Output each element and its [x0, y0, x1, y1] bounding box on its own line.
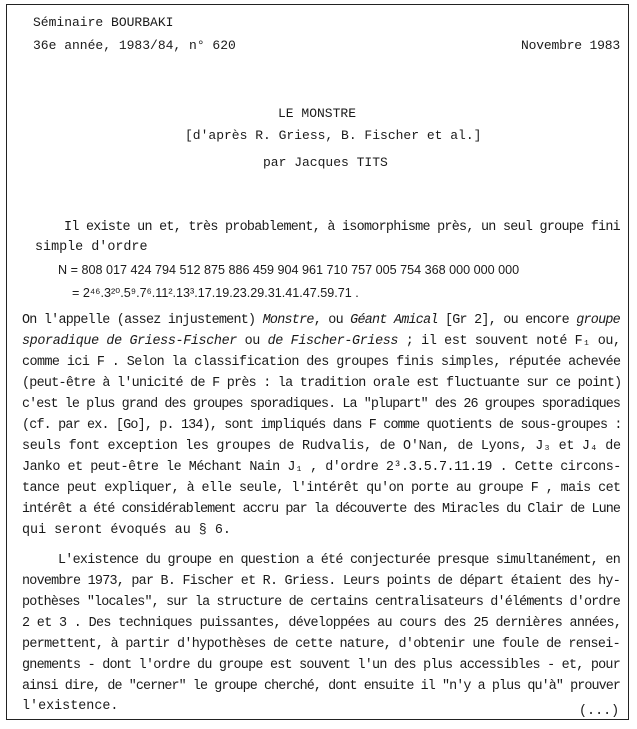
para3-line-4: 2 et 3 . Des techniques puissantes, développées au cours des 25 dernières années, [22, 616, 622, 631]
para2-line-3: comme ici F . Selon la classification des groupes finis simples, réputée achevée [22, 355, 621, 370]
para3-line-6: gnements - dont l'ordre du groupe est souvent l'un des plus accessibles - et, pour [22, 658, 621, 673]
document-title: LE MONSTRE [278, 106, 357, 121]
para1-line-1: Il existe un et, très probablement, à isomorphisme près, un seul groupe fini [64, 220, 620, 235]
order-equation-line-1: N = 808 017 424 794 512 875 886 459 904 961 710 757 005 754 368 000 000 000 [58, 263, 520, 277]
document-date: Novembre 1983 [521, 38, 620, 53]
continuation-mark: (...) [579, 704, 620, 719]
para2-line-8: Janko et peut-être le Méchant Nain J₁ , d'ordre 2³.3.5.7.11.19 . Cette circons- [22, 460, 621, 475]
para2-line-1: On l'appelle (assez injustement) Monstre, ou Géant Amical [Gr 2], ou encore groupe [22, 313, 620, 328]
para1-line-2: simple d'ordre [35, 240, 148, 255]
para2-line-5: c'est le plus grand des groupes sporadiques. La "plupart" des 26 groupes sporadiques [22, 397, 620, 412]
para2-line-10: intérêt a été considérablement accru par la découverte des Miracles du Clair de Lune [22, 502, 620, 517]
para3-line-2: novembre 1973, par B. Fischer et R. Griess. Leurs points de départ étaient des hy- [22, 574, 621, 589]
para2-line-11: qui seront évoqués au § 6. [22, 523, 231, 538]
order-equation-line-2: = 2⁴⁶.3²⁰.5⁹.7⁶.11².13³.17.19.23.29.31.41.47.59.71 . [72, 286, 359, 300]
para3-line-5: permettent, à partir d'hypothèses de cette nature, d'obtenir une foule de rensei- [22, 637, 620, 652]
seminar-name: Séminaire BOURBAKI [33, 15, 174, 30]
para3-line-7: ainsi dire, de "cerner" le groupe cherché, dont ensuite il "n'y a plus qu'à" prouver [22, 679, 620, 694]
para3-line-1: L'existence du groupe en question a été conjecturée presque simultanément, en [58, 553, 620, 568]
para2-line-7: seuls font exception les groupes de Rudvalis, de O'Nan, de Lyons, J₃ et J₄ de [22, 439, 621, 454]
author-line: par Jacques TITS [263, 155, 388, 170]
para2-line-9: tance peut expliquer, à elle seule, l'intérêt qu'on porte au groupe F , mais cet [22, 481, 621, 496]
para2-line-4: (peut-être à l'unicité de F près : la tradition orale est fluctuante sur ce point) [22, 376, 622, 391]
para3-line-3: pothèses "locales", sur la structure de certains centralisateurs d'éléments d'ordre [22, 595, 620, 610]
volume-info: 36e année, 1983/84, n° 620 [33, 38, 236, 53]
para2-line-2: sporadique de Griess-Fischer ou de Fischer-Griess ; il est souvent noté F₁ ou, [22, 334, 621, 349]
title-attribution: [d'après R. Griess, B. Fischer et al.] [185, 128, 482, 143]
para3-line-8: l'existence. [22, 699, 119, 714]
para2-line-6: (cf. par ex. [Go], p. 134), sont impliqués dans F comme quotients de sous-groupes : [22, 418, 622, 433]
